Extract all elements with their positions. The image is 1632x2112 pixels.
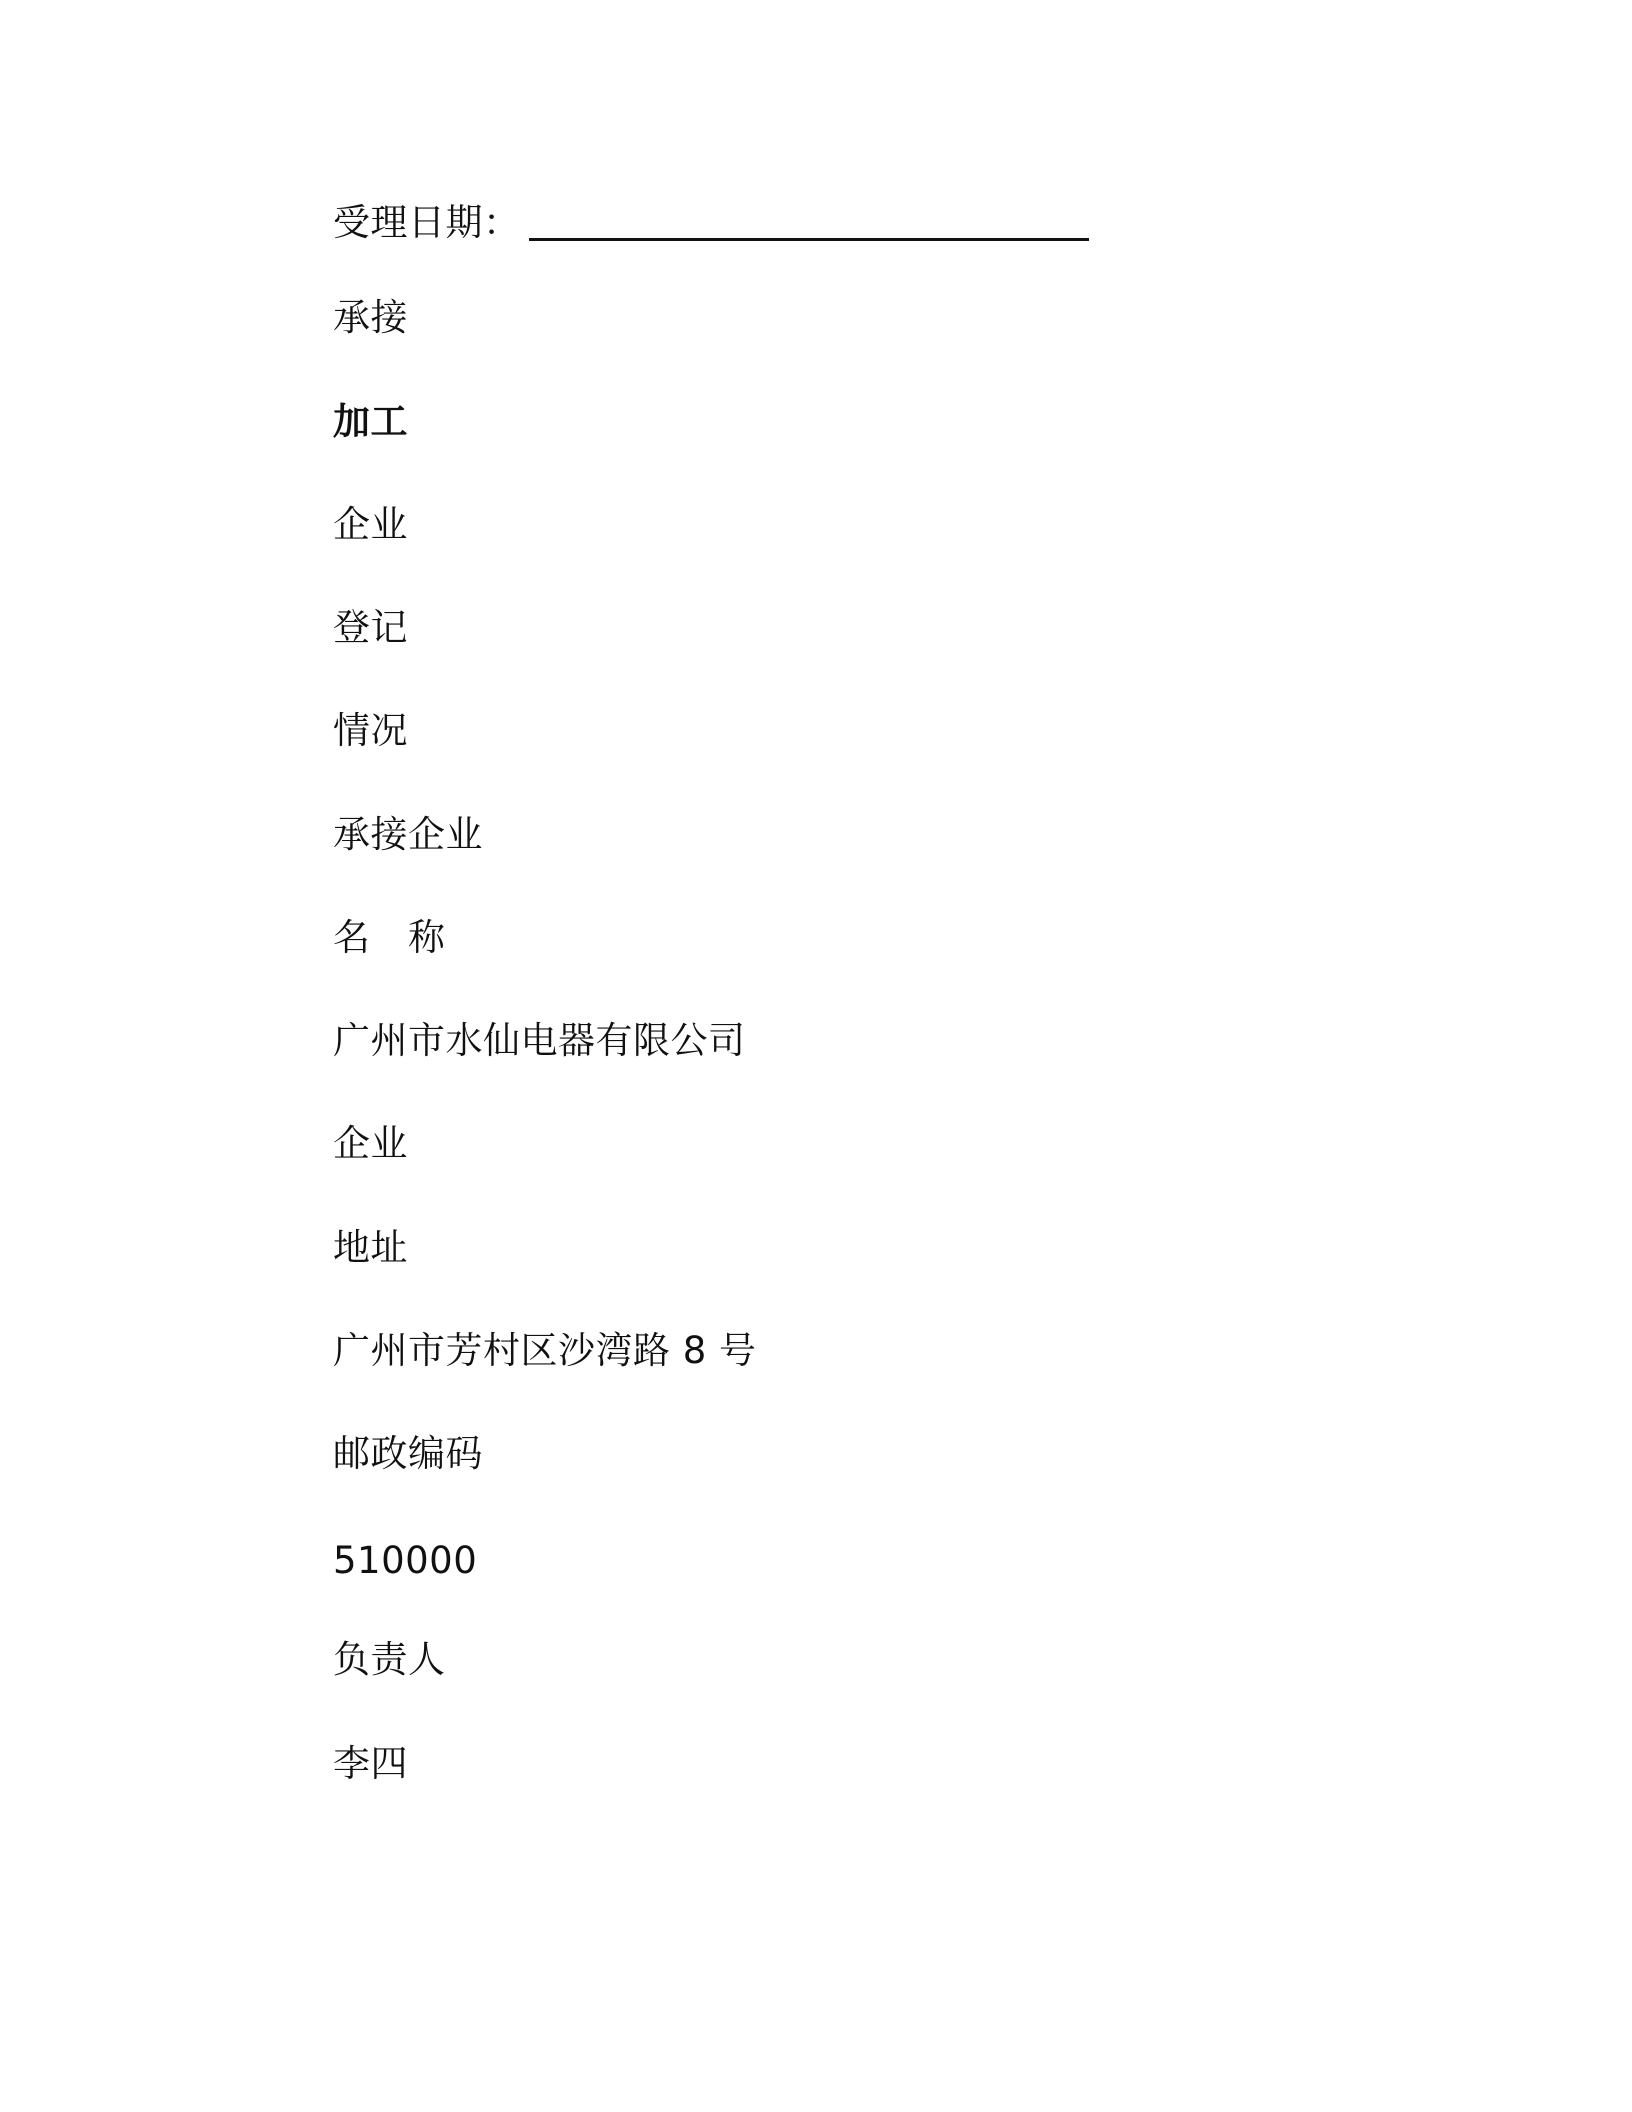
section-heading-line-3: 企业: [333, 503, 408, 546]
address-value: 广州市芳村区沙湾路 8 号: [333, 1329, 757, 1372]
address-heading-line-2: 地址: [333, 1226, 408, 1269]
acceptance-date-blank-line: [529, 208, 1089, 241]
acceptance-date-label: 受理日期：: [333, 201, 521, 244]
address-heading-line-1: 企业: [333, 1122, 408, 1165]
responsible-person-label: 负责人: [333, 1638, 446, 1681]
acceptance-date-row: [333, 200, 1089, 246]
section-heading-line-5: 情况: [333, 709, 408, 752]
name-value: 广州市水仙电器有限公司: [333, 1019, 746, 1062]
section-heading-line-2: 加工: [333, 400, 408, 443]
section-heading-line-4: 登记: [333, 606, 408, 649]
postal-code-value: 510000: [333, 1539, 478, 1582]
responsible-person-value: 李四: [333, 1742, 408, 1785]
name-label: 名 称: [333, 916, 446, 959]
section-heading-line-1: 承接: [333, 296, 408, 339]
postal-code-label: 邮政编码: [333, 1432, 483, 1475]
enterprise-section-label: 承接企业: [333, 813, 483, 856]
